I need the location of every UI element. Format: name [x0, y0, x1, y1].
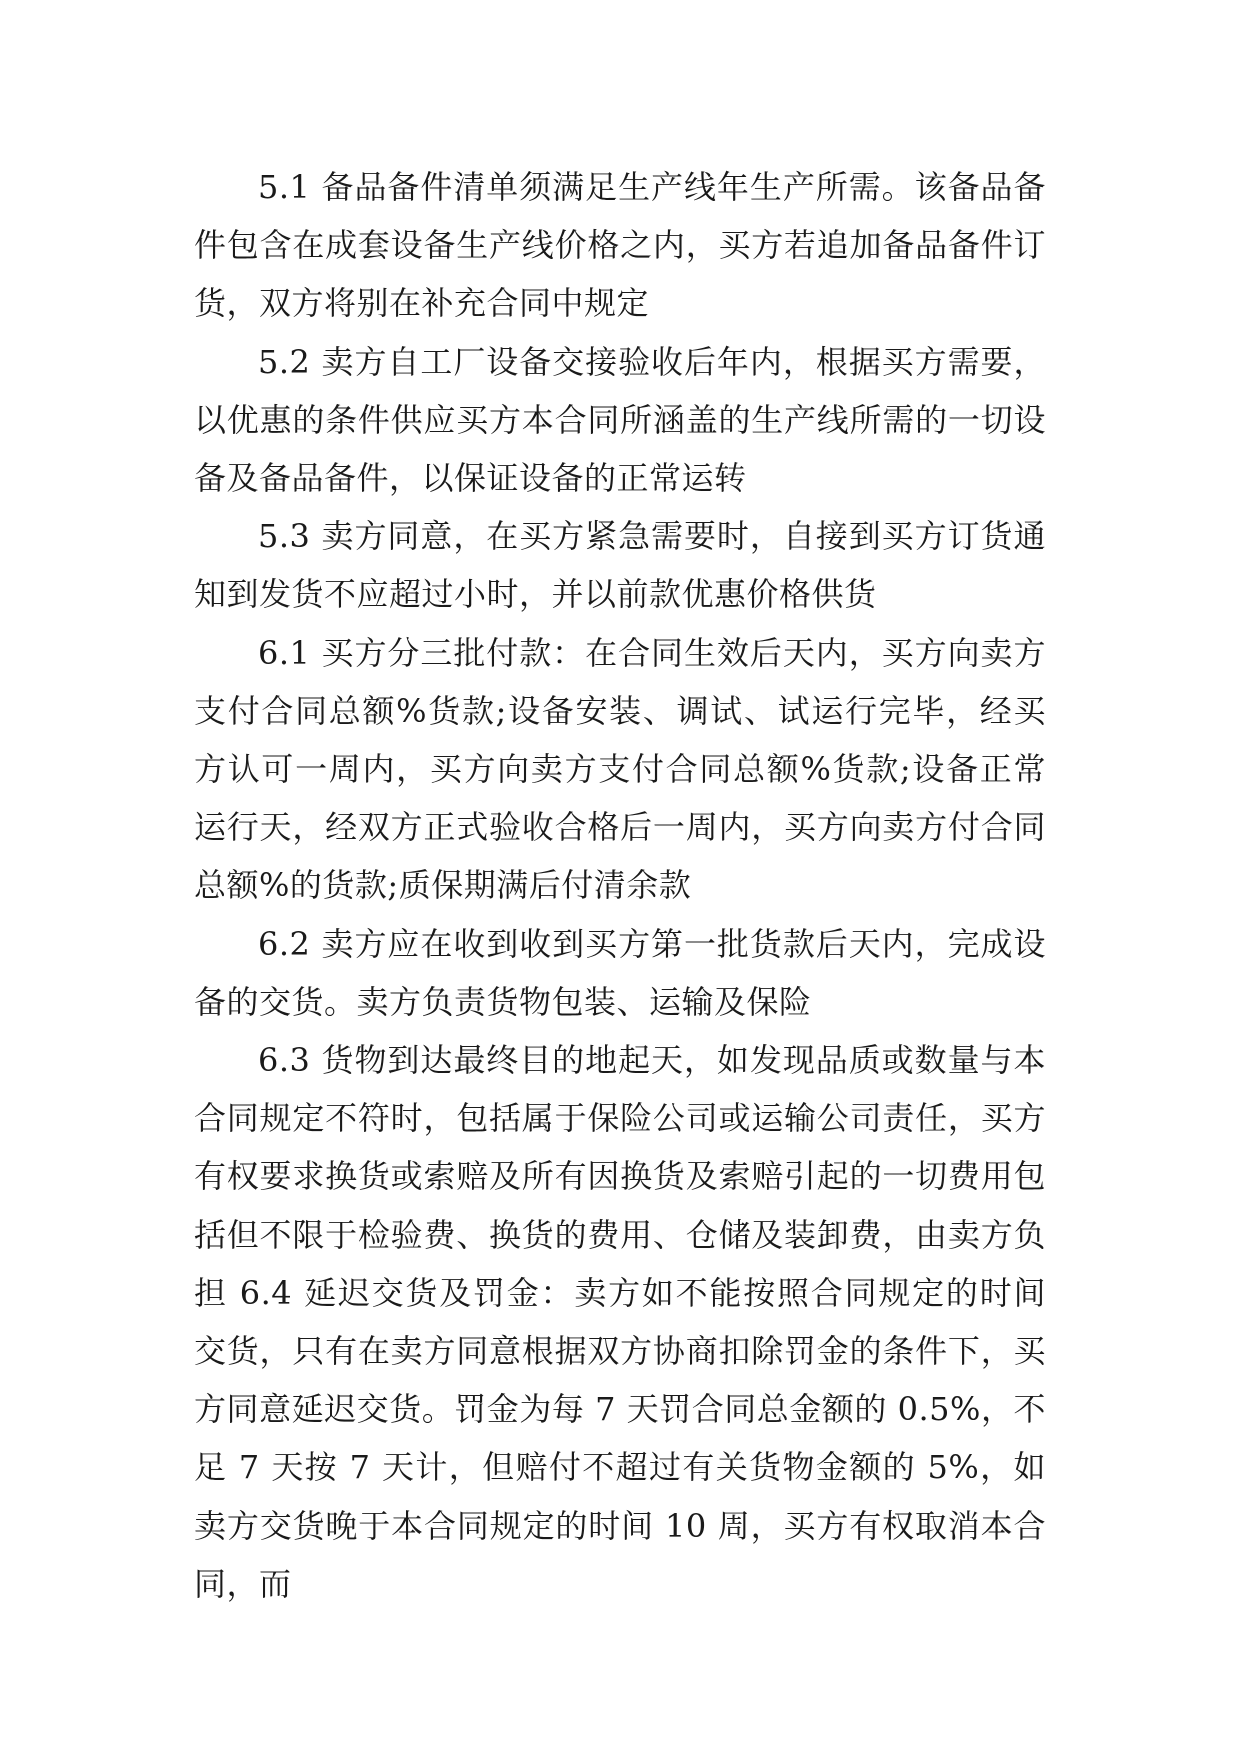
clause-6-2: 6.2 卖方应在收到收到买方第一批货款后天内，完成设备的交货。卖方负责货物包装、运输及保险 — [194, 924, 1046, 1021]
clause-6-3: 6.3 货物到达最终目的地起天，如发现品质或数量与本合同规定不符时，包括属于保险公司或运输公司责任，买方有权要求换货或索赔及所有因换货及索赔引起的一切费用包括但不限于检验费、换货的费用、仓储及装卸费，由卖方负担 6.4 延迟交货及罚金：卖方如不能按照合同规定的时间交货，只有在卖方同意根据双方协商扣除罚金的条件下，买方同意延迟交货。罚金为每 7 天罚合同总金额的 0.5%，不足 7 天按 7 天计，但赔付不超过有关货物金额的 5%，如卖方交货晚于本合同规定的时间 10 周，买方有权取消本合同，而 — [194, 1041, 1046, 1603]
clause-5-1: 5.1 备品备件清单须满足生产线年生产所需。该备品备件包含在成套设备生产线价格之内，买方若追加备品备件订货，双方将别在补充合同中规定 — [194, 168, 1046, 323]
clause-6-1: 6.1 买方分三批付款：在合同生效后天内，买方向卖方支付合同总额%货款;设备安装、调试、试运行完毕，经买方认可一周内，买方向卖方支付合同总额%货款;设备正常运行天，经双方正式验收合格后一周内，买方向卖方付合同总额%的货款;质保期满后付清余款 — [194, 633, 1046, 905]
clause-5-3: 5.3 卖方同意，在买方紧急需要时，自接到买方订货通知到发货不应超过小时，并以前款优惠价格供货 — [194, 517, 1046, 614]
document-body — [194, 158, 1046, 1613]
clause-5-2: 5.2 卖方自工厂设备交接验收后年内，根据买方需要，以优惠的条件供应买方本合同所涵盖的生产线所需的一切设备及备品备件，以保证设备的正常运转 — [194, 342, 1046, 498]
